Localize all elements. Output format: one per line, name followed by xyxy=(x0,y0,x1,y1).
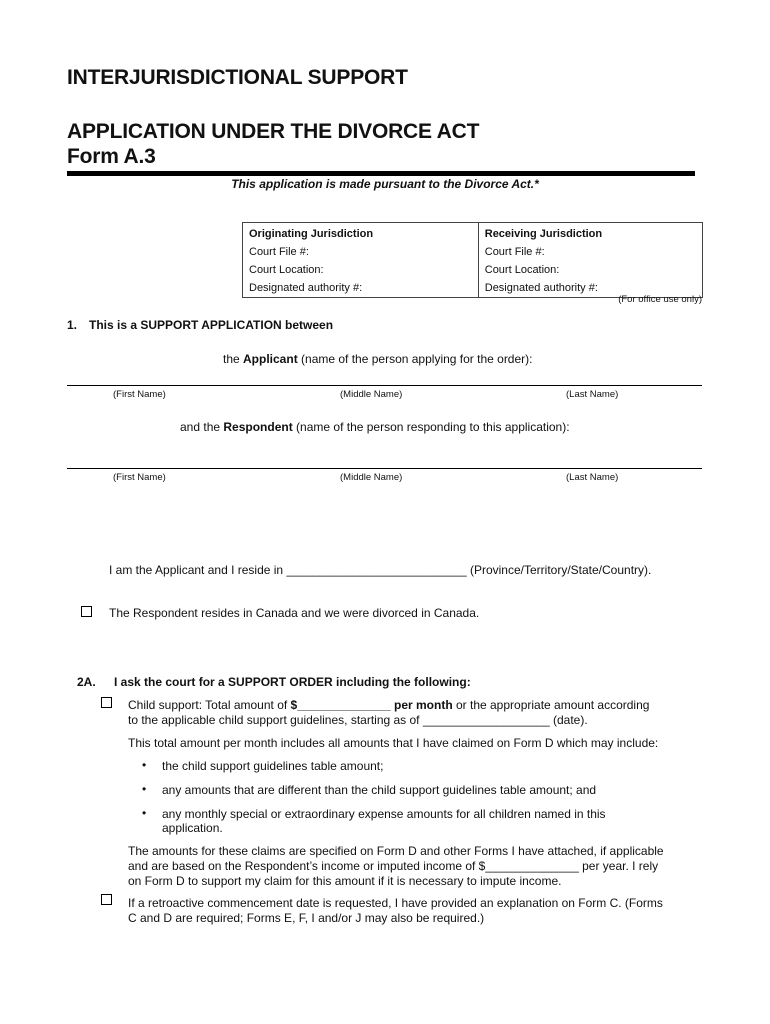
office-use-note: (For office use only) xyxy=(618,294,702,305)
claims-text-line2: and are based on the Respondent’s income or imputed income of $______________ per year. I rely xyxy=(128,859,659,873)
applicant-label: the Applicant (name of the person applying for the order): xyxy=(223,352,533,366)
child-support-checkbox[interactable] xyxy=(101,697,112,708)
receiving-court-file: Court File #: xyxy=(478,243,702,261)
respondent-label: and the Respondent (name of the person responding to this application): xyxy=(180,420,570,434)
applicant-name-line[interactable] xyxy=(67,385,702,386)
receiving-header: Receiving Jurisdiction xyxy=(478,223,702,244)
bullet-item-table-amount: the child support guidelines table amount; xyxy=(162,759,384,773)
section2a-number: 2A. xyxy=(77,675,96,689)
claims-text-line1: The amounts for these claims are specified on Form D and other Forms I have attached, if applicable xyxy=(128,844,664,858)
pursuant-note: This application is made pursuant to the Divorce Act.* xyxy=(231,177,539,191)
receiving-court-location: Court Location: xyxy=(478,261,702,279)
form-number: Form A.3 xyxy=(67,145,156,168)
form-title: INTERJURISDICTIONAL SUPPORT xyxy=(67,66,408,89)
child-support-guidelines: to the applicable child support guidelines, starting as of ___________________ (date). xyxy=(128,713,588,727)
section2a-heading: I ask the court for a SUPPORT ORDER including the following: xyxy=(114,675,471,689)
divorced-in-canada-checkbox[interactable] xyxy=(81,606,92,617)
receiving-designated-authority: Designated authority #: xyxy=(478,279,702,298)
child-support-text: Child support: Total amount of $______________ per month or the appropriate amount according xyxy=(128,698,650,712)
section1-number: 1. xyxy=(67,318,78,332)
originating-designated-authority: Designated authority #: xyxy=(243,279,479,298)
respondent-middle-name-label: (Middle Name) xyxy=(340,472,403,483)
section1-heading: This is a SUPPORT APPLICATION between xyxy=(89,318,334,332)
originating-court-location: Court Location: xyxy=(243,261,479,279)
retroactive-text-line1: If a retroactive commencement date is requested, I have provided an explanation on Form C. (Forms xyxy=(128,896,663,910)
retroactive-checkbox[interactable] xyxy=(101,894,112,905)
originating-court-file: Court File #: xyxy=(243,243,479,261)
applicant-residence: I am the Applicant and I reside in ___________________________ (Province/Territory/State/Country). xyxy=(109,563,652,577)
bullet-item-different-amounts: any amounts that are different than the child support guidelines table amount; and xyxy=(162,783,597,797)
retroactive-text-line2: C and D are required; Forms E, F, I and/or J may also be required.) xyxy=(128,911,485,925)
originating-header: Originating Jurisdiction xyxy=(243,223,479,244)
bullet-icon: • xyxy=(142,758,147,772)
jurisdiction-table xyxy=(242,222,703,298)
applicant-first-name-label: (First Name) xyxy=(113,389,166,400)
applicant-middle-name-label: (Middle Name) xyxy=(340,389,403,400)
claims-text-line3: on Form D to support my claim for this amount if it is necessary to impute income. xyxy=(128,874,562,888)
applicant-last-name-label: (Last Name) xyxy=(566,389,619,400)
respondent-last-name-label: (Last Name) xyxy=(566,472,619,483)
title-rule xyxy=(67,171,695,176)
divorced-in-canada-label: The Respondent resides in Canada and we were divorced in Canada. xyxy=(109,606,480,620)
bullet-icon: • xyxy=(142,806,147,820)
bullet-item-special-expenses-cont: application. xyxy=(162,821,223,835)
respondent-first-name-label: (First Name) xyxy=(113,472,166,483)
form-subtitle: APPLICATION UNDER THE DIVORCE ACT xyxy=(67,120,480,143)
bullet-icon: • xyxy=(142,782,147,796)
respondent-name-line[interactable] xyxy=(67,468,702,469)
bullet-item-special-expenses: any monthly special or extraordinary expense amounts for all children named in this xyxy=(162,807,606,821)
total-amount-text: This total amount per month includes all amounts that I have claimed on Form D which may include: xyxy=(128,736,659,750)
